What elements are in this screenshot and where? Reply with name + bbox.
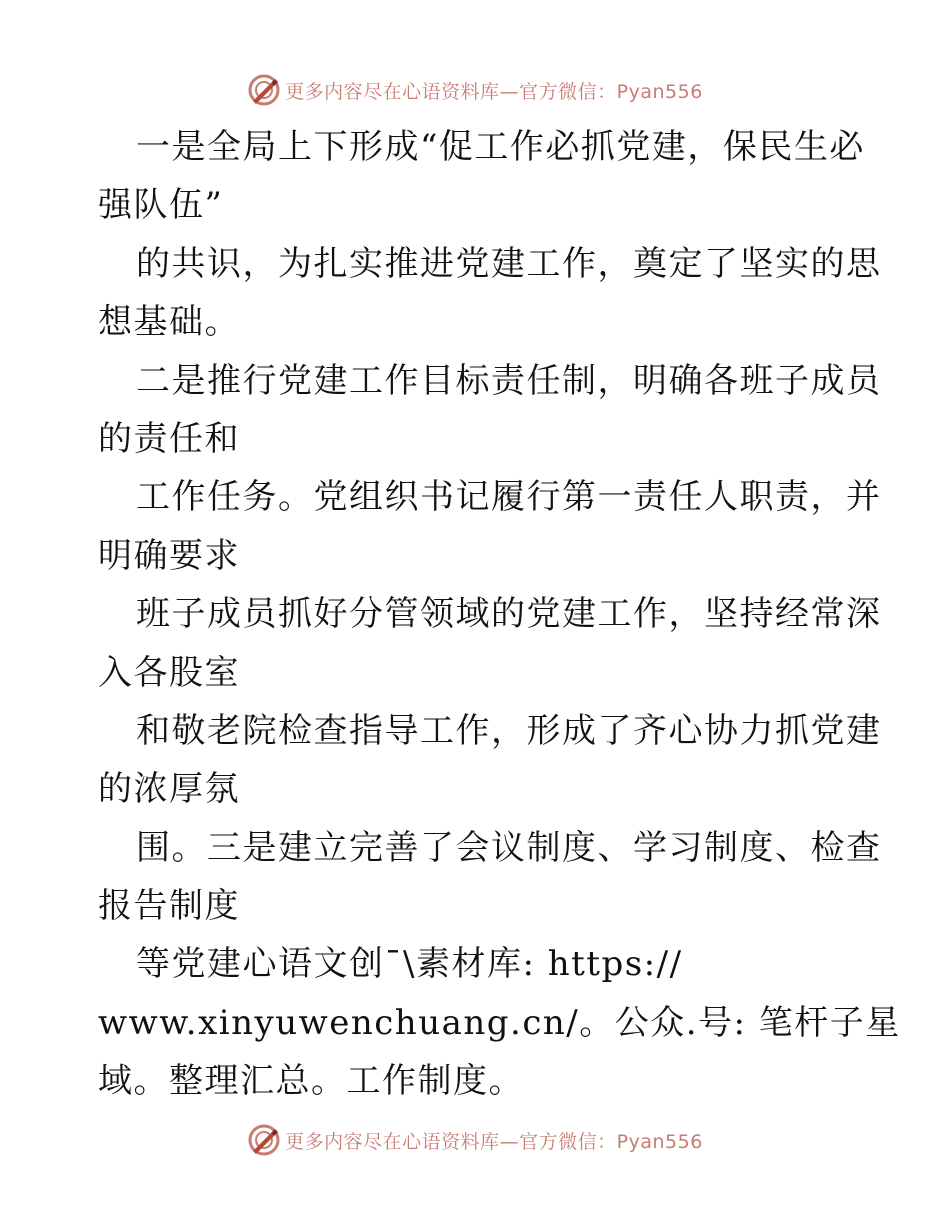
body-line: 等党建心语文创¯\素材库: https:// bbox=[136, 944, 683, 985]
body-line: 域。整理汇总。工作制度。 bbox=[98, 1061, 524, 1102]
body-line: 的共识，为扎实推进党建工作，奠定了坚实的思 bbox=[136, 243, 882, 284]
pen-logo-icon bbox=[247, 73, 281, 107]
body-line: 的浓厚氛 bbox=[98, 769, 240, 810]
body-line: www.xinyuwenchuang.cn/。公众.号: 笔杆子星 bbox=[98, 1002, 901, 1043]
body-line: 报告制度 bbox=[98, 886, 240, 927]
body-line: 和敬老院检查指导工作，形成了齐心协力抓党建 bbox=[136, 710, 882, 751]
document-body bbox=[98, 118, 901, 1111]
body-line: 围。三是建立完善了会议制度、学习制度、检查 bbox=[136, 827, 882, 868]
watermark-text: 更多内容尽在心语资料库—官方微信：Pyan556 bbox=[285, 80, 703, 103]
body-line: 明确要求 bbox=[98, 535, 240, 576]
body-line: 的责任和 bbox=[98, 418, 240, 459]
pen-logo-icon bbox=[247, 1123, 281, 1157]
footer-watermark bbox=[0, 1120, 950, 1160]
body-line: 工作任务。党组织书记履行第一责任人职责，并 bbox=[136, 477, 882, 518]
body-line: 想基础。 bbox=[98, 302, 240, 343]
body-line: 二是推行党建工作目标责任制，明确各班子成员 bbox=[136, 360, 882, 401]
body-line: 强队伍” bbox=[98, 185, 224, 226]
body-line: 入各股室 bbox=[98, 652, 240, 693]
watermark-text: 更多内容尽在心语资料库—官方微信：Pyan556 bbox=[285, 1130, 703, 1153]
body-line: 班子成员抓好分管领域的党建工作，坚持经常深 bbox=[136, 594, 882, 635]
body-line: 一是全局上下形成“促工作必抓党建，保民生必 bbox=[136, 127, 865, 167]
header-watermark bbox=[0, 70, 950, 110]
